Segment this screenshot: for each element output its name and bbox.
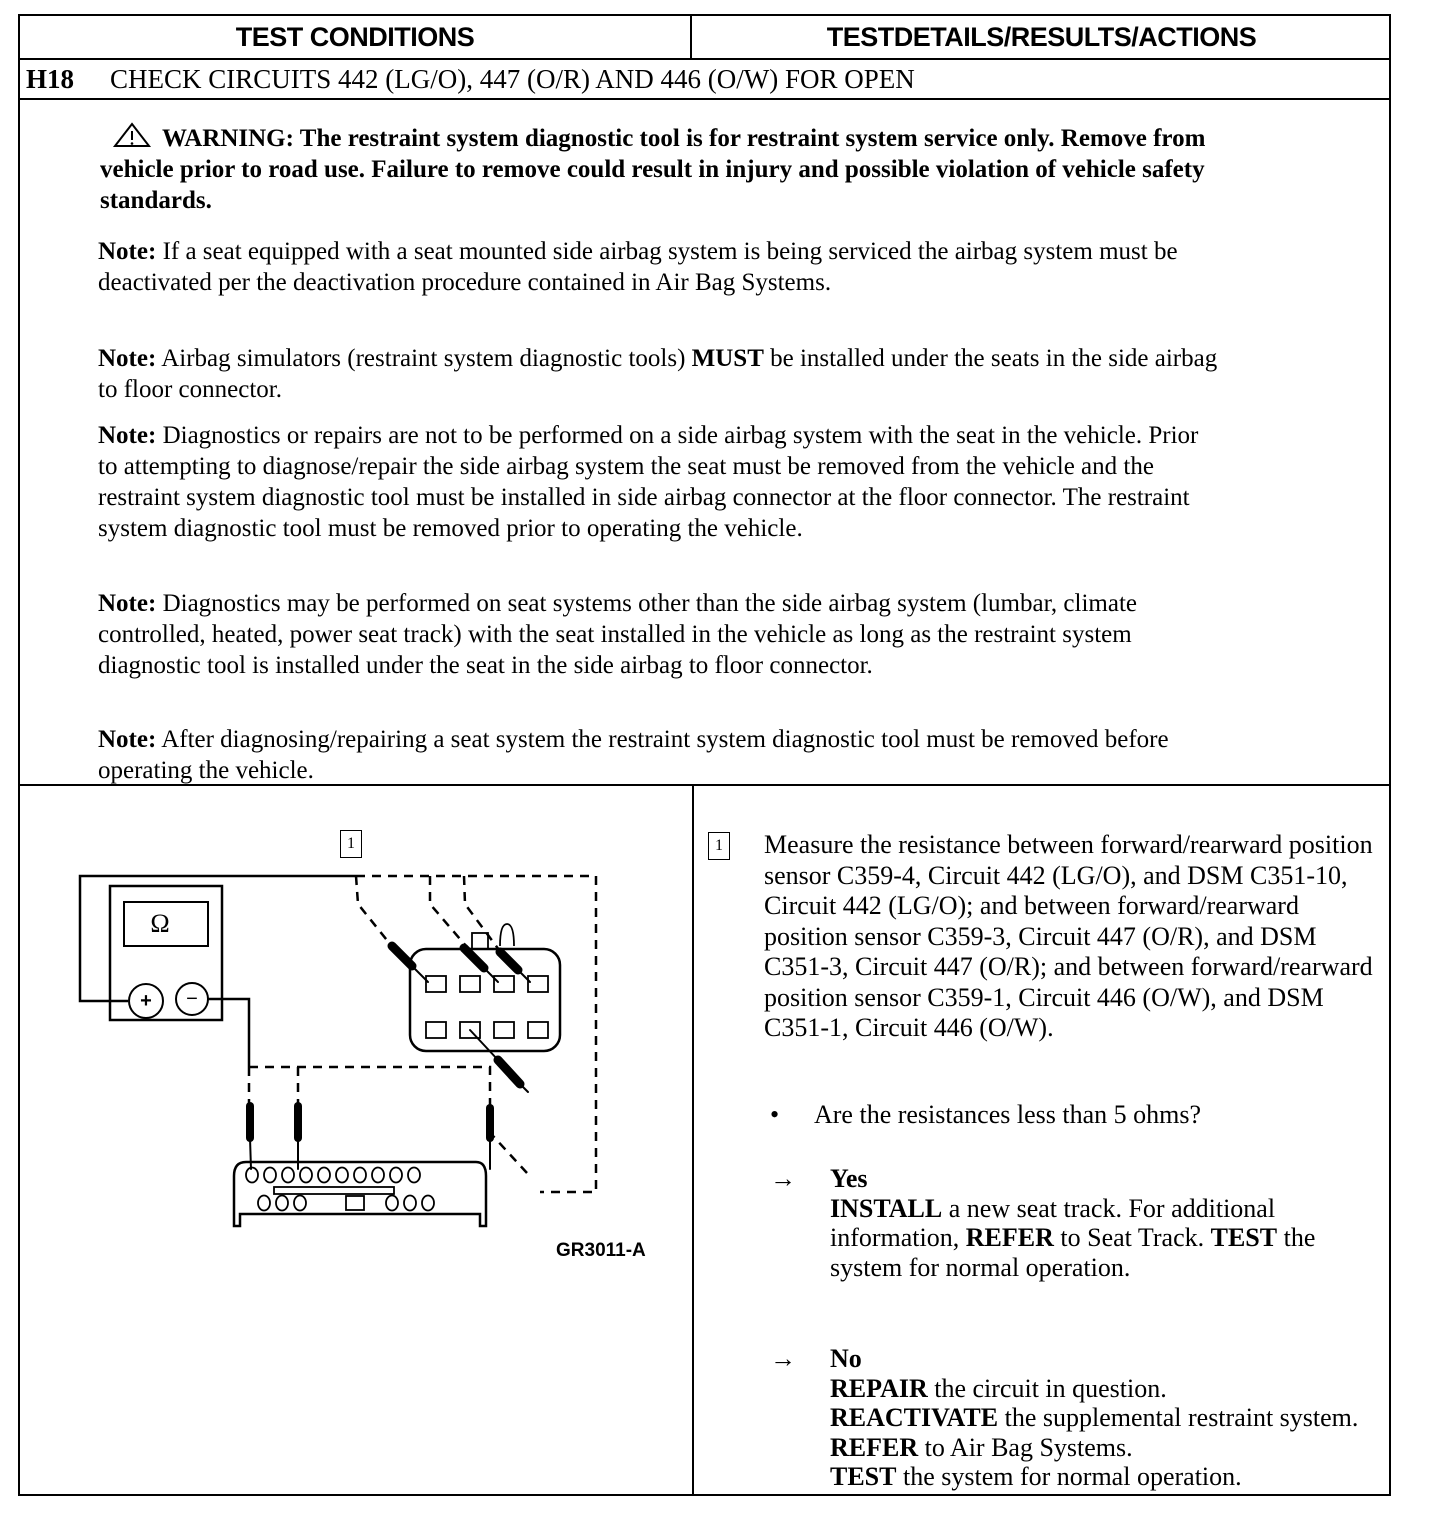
answer-action xyxy=(830,1194,1390,1283)
note-text: Airbag simulators (restraint system diagnostic tools) xyxy=(161,345,686,372)
note-after-repair xyxy=(98,724,1218,786)
figure-id: GR3011-A xyxy=(556,1240,646,1261)
note-label: Note: xyxy=(98,590,157,617)
action-keyword: REPAIR xyxy=(830,1373,928,1403)
notes-section xyxy=(20,100,1389,786)
position-sensor-connector-icon xyxy=(410,924,560,1051)
note-text: be installed under the seats in the side airbag to floor connector. xyxy=(98,345,1218,403)
wiring-diagram xyxy=(20,786,692,1492)
action-text: the system for normal operation. xyxy=(896,1462,1242,1491)
header-test-conditions: TEST CONDITIONS xyxy=(20,16,692,58)
action-text: the system for normal operation. xyxy=(830,1223,1316,1282)
answer-body xyxy=(830,1344,1390,1492)
bullet-icon: • xyxy=(770,1100,780,1129)
note-emphasis: MUST xyxy=(691,345,764,372)
action-keyword: TEST xyxy=(1210,1223,1278,1252)
note-label: Note: xyxy=(98,345,157,372)
action-text: a new seat track. For additional information, xyxy=(830,1193,1276,1252)
action-keyword: TEST xyxy=(830,1462,897,1491)
answer-action xyxy=(830,1374,1390,1404)
answer-label: Yes xyxy=(830,1164,868,1193)
answer-label: No xyxy=(830,1344,862,1373)
note-text: If a seat equipped with a seat mounted side airbag system is being serviced the airbag system must be deactivated per the deactivation procedure contained in Air Bag Systems. xyxy=(98,238,1178,296)
note-label: Note: xyxy=(98,238,157,265)
action-keyword: INSTALL xyxy=(830,1193,943,1223)
action-text: the supplemental restraint system. xyxy=(998,1403,1359,1432)
note-other-seat-systems xyxy=(98,588,1218,681)
negative-terminal-symbol: − xyxy=(186,987,198,1010)
test-title-row xyxy=(20,60,1389,100)
answer-action xyxy=(830,1462,1390,1492)
note-label: Note: xyxy=(98,726,157,753)
warning-block xyxy=(100,122,1280,216)
arrow-right-icon: → xyxy=(770,1164,796,1193)
step-number: 1 xyxy=(708,832,730,860)
header-test-details: TESTDETAILS/RESULTS/ACTIONS xyxy=(826,21,1257,52)
answer-action xyxy=(830,1403,1390,1462)
test-code: H18 xyxy=(26,63,75,94)
test-title: CHECK CIRCUITS 442 (LG/O), 447 (O/R) AND 446 (O/W) FOR OPEN xyxy=(110,63,915,94)
note-simulators xyxy=(98,343,1218,405)
arrow-right-icon: → xyxy=(770,1344,796,1373)
figure-panel xyxy=(20,786,694,1494)
warning-text: The restraint system diagnostic tool is for restraint system service only. Remove from vehicle prior to road use. Failure to remove could result in injury and possible violation of vehicle safety standards. xyxy=(100,125,1206,214)
step-instruction: Measure the resistance between forward/rearward position sensor C359-4, Circuit 442 (LG/O), and DSM C351-10, Circuit 442 (LG/O); and between forward/rearward position sensor C359-3, Circuit 447 (O/R), and DSM C351-3, Circuit 447 (O/R); and between forward/rearward position sensor C359-1, Circuit 446 (O/W), and DSM C351-1, Circuit 446 (O/W). xyxy=(764,830,1373,1042)
figure-step-number: 1 xyxy=(340,830,362,858)
test-procedure-table xyxy=(18,14,1391,1496)
action-text: the circuit in question. xyxy=(927,1373,1167,1403)
warning-label: WARNING: xyxy=(162,125,294,152)
positive-terminal-symbol: + xyxy=(140,989,152,1012)
action-text: to Seat Track. xyxy=(1053,1223,1211,1252)
action-keyword: REFER xyxy=(965,1223,1054,1252)
dsm-connector-icon xyxy=(234,1162,486,1226)
note-deactivation xyxy=(98,236,1218,298)
table-header xyxy=(20,16,1389,60)
note-diagnostics-restriction xyxy=(98,420,1218,544)
note-text: Diagnostics may be performed on seat systems other than the side airbag system (lumbar, climate controlled, heated, power seat track) with the seat installed in the vehicle as long as the restraint system diagnostic tool is installed under the seat in the side airbag to floor connector. xyxy=(98,590,1137,679)
note-text: After diagnosing/repairing a seat system the restraint system diagnostic tool must be removed before operating the vehicle. xyxy=(98,726,1169,784)
ohm-symbol: Ω xyxy=(150,909,170,938)
step-question xyxy=(770,1100,1201,1130)
action-keyword: REACTIVATE xyxy=(830,1403,999,1432)
action-keyword: REFER xyxy=(830,1432,919,1462)
note-text: Diagnostics or repairs are not to be performed on a side airbag system with the seat in the vehicle. Prior to attempting to diagnose/repair the side airbag system the seat must be removed from the vehicle and the restraint system diagnostic tool must be installed in side airbag connector at the floor connector. The restraint system diagnostic tool must be removed prior to operating the vehicle. xyxy=(98,422,1199,542)
question-text: Are the resistances less than 5 ohms? xyxy=(814,1100,1202,1129)
warning-triangle-icon xyxy=(112,122,152,148)
test-details-panel xyxy=(694,786,1391,1494)
action-text: to Air Bag Systems. xyxy=(918,1432,1133,1462)
note-label: Note: xyxy=(98,422,157,449)
answer-body xyxy=(830,1164,1390,1282)
